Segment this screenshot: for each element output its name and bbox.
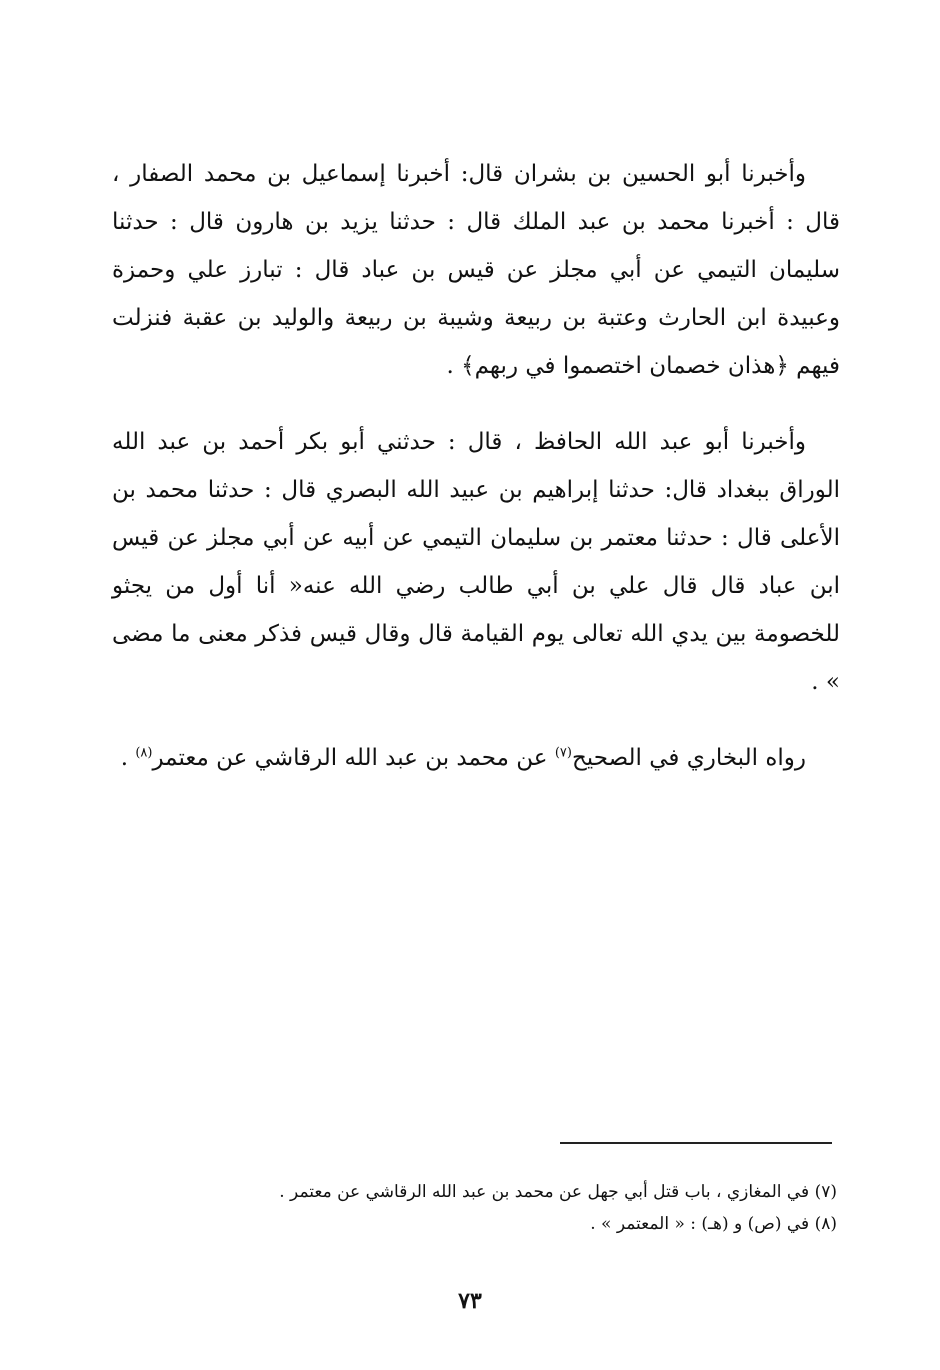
paragraph-3-text-a: رواه البخاري في الصحيح — [571, 745, 806, 771]
footnotes — [112, 1176, 837, 1240]
footnote-divider — [560, 1142, 832, 1144]
footnote-7: (٧) في المغازي ، باب قتل أبي جهل عن محمد بن عبد الله الرقاشي عن معتمر . — [279, 1182, 837, 1202]
paragraph-3-text-c: . — [120, 745, 136, 771]
footnote-ref-8: (٨) — [135, 745, 153, 761]
paragraph-2: وأخبرنا أبو عبد الله الحافظ ، قال : حدثني أبو بكر أحمد بن عبد الله الوراق ببغداد قال: حدثنا إبراهيم بن عبيد الله البصري قال : حدثنا محمد بن الأعلى قال : حدثنا معتمر بن سليمان التيمي عن أبيه عن أبي مجلز عن قيس ابن عباد قال قال علي بن أبي طالب رضي الله عنه« أنا أول من يجثو للخصومة بين يدي الله تعالى يوم القيامة قال وقال قيس فذكر معنى ما مضى » . — [112, 429, 840, 695]
main-text-body — [112, 150, 840, 810]
paragraph-3 — [112, 734, 840, 782]
footnote-8: (٨) في (ص) و (هـ) : « المعتمر » . — [590, 1214, 837, 1234]
footnote-ref-7: (٧) — [554, 745, 572, 761]
page-number: ٧٣ — [458, 1288, 482, 1314]
paragraph-3-text-b: عن محمد بن عبد الله الرقاشي عن معتمر — [152, 745, 555, 771]
paragraph-1: وأخبرنا أبو الحسين بن بشران قال: أخبرنا إسماعيل بن محمد الصفار ، قال : أخبرنا محمد بن عبد الملك قال : حدثنا يزيد بن هارون قال : حدثنا سليمان التيمي عن أبي مجلز عن قيس بن عباد قال : تبارز علي وحمزة وعبيدة ابن الحارث وعتبة بن ربيعة وشيبة بن ربيعة والوليد بن عقبة فنزلت فيهم ﴿هذان خصمان اختصموا في ربهم﴾ . — [112, 161, 840, 379]
